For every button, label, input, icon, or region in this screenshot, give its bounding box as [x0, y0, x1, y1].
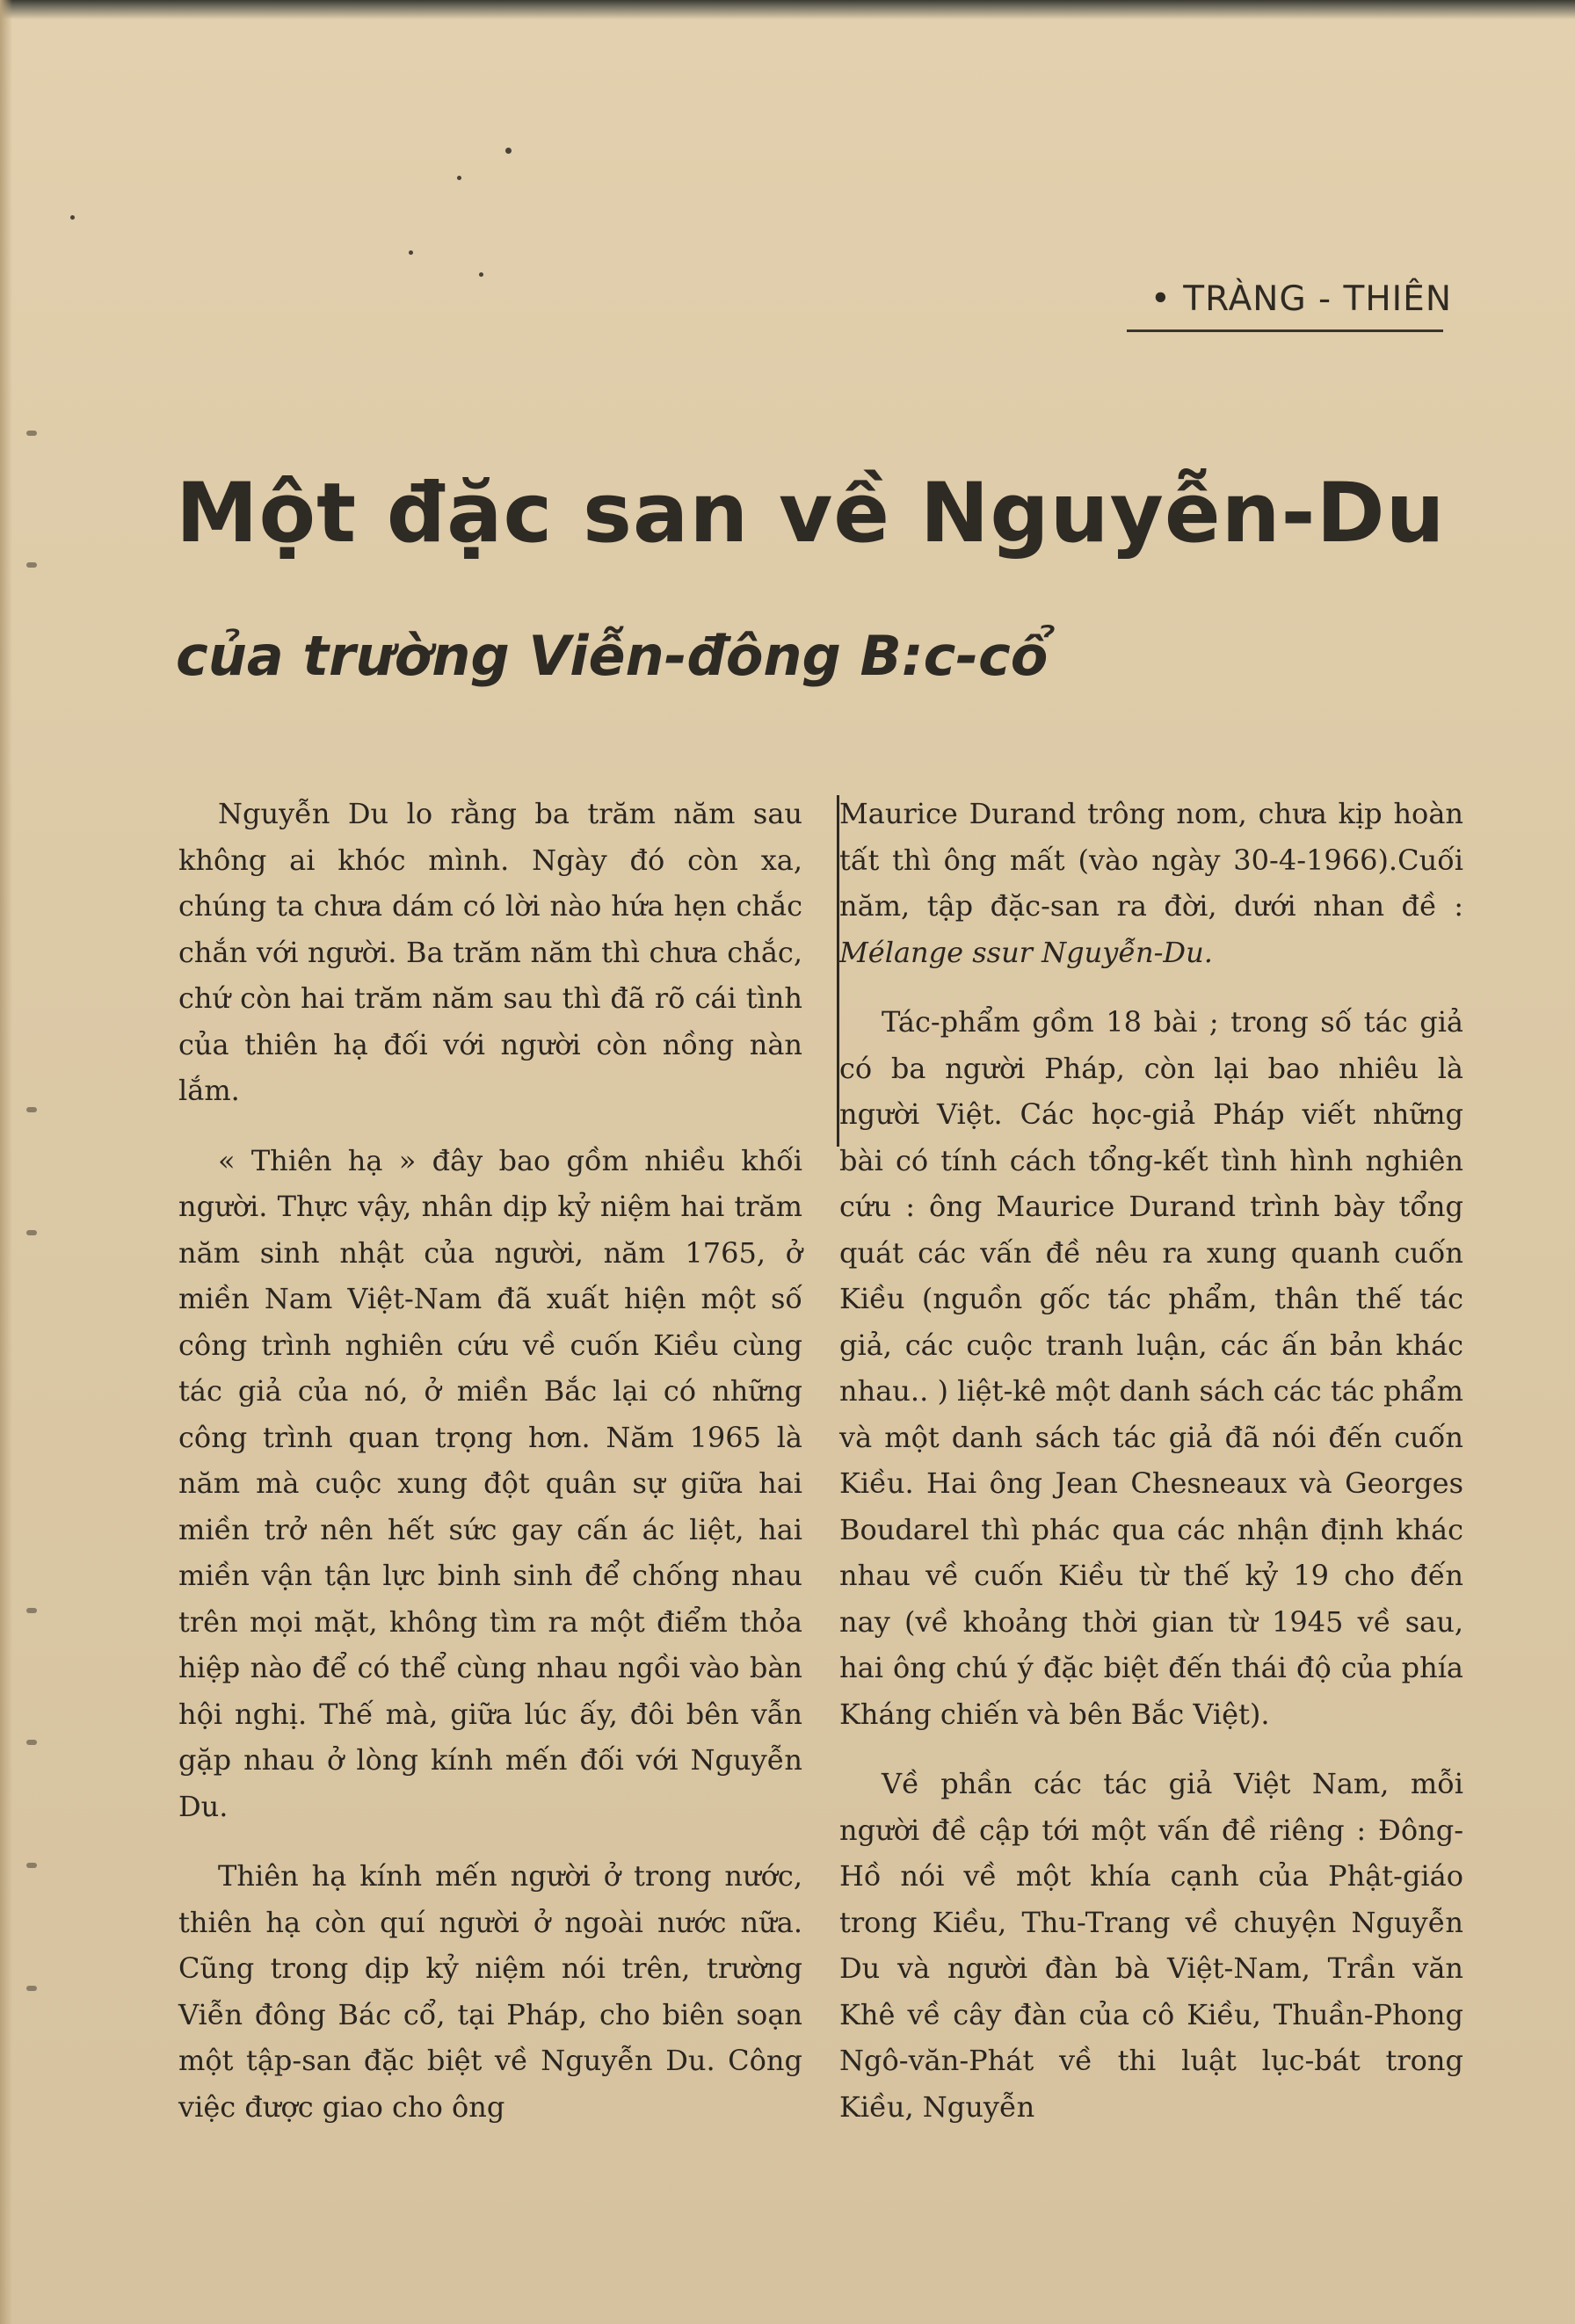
article-title: Một đặc san về Nguyễn-Du — [176, 466, 1446, 561]
paragraph — [839, 791, 1463, 975]
binding-mark — [26, 1230, 37, 1235]
binding-mark — [26, 1107, 37, 1112]
binding-mark — [26, 431, 37, 436]
right-column — [839, 791, 1463, 2154]
paper-speck — [70, 215, 75, 220]
paper-speck — [409, 250, 413, 255]
paragraph: Về phần các tác giả Việt Nam, mỗi người đề cập tới một vấn đề riêng : Đông-Hồ nói về một khía cạnh của Phật-giáo trong Kiều, Thu-Trang về chuyện Nguyễn Du và người đàn bà Việt-Nam, Trần văn Khê về cây đàn của cô Kiều, Thuần-Phong Ngô-văn-Phát về thi luật lục-bát trong Kiều, Nguyễn — [839, 1767, 1463, 2124]
binding-mark — [26, 1986, 37, 1991]
binding-mark — [26, 562, 37, 568]
article-author: • TRÀNG - THIÊN — [1150, 279, 1452, 319]
article-subtitle: của trường Viễn-đông B:c-cổ — [176, 624, 1049, 688]
binding-mark — [26, 1608, 37, 1613]
page-top-edge — [0, 0, 1575, 19]
paper-speck — [505, 148, 512, 154]
paragraph: Thiên hạ kính mến người ở trong nước, thiên hạ còn quí người ở ngoài nước nữa. Cũng trong dịp kỷ niệm nói trên, trường Viễn đông Bác cổ, tại Pháp, cho biên soạn một tập-san đặc biệt về Nguyễn Du. Công việc được giao cho ông — [178, 1859, 802, 2124]
paper-speck — [479, 272, 483, 277]
publication-title: Mélange ssur Nguyễn-Du. — [839, 935, 1213, 969]
author-underline — [1127, 329, 1443, 332]
paragraph-text: Maurice Durand trông nom, chưa kịp hoàn tất thì ông mất (vào ngày 30-4-1966).Cuối năm, tập đặc-san ra đời, dưới nhan đề : — [839, 797, 1463, 923]
paragraph: « Thiên hạ » đây bao gồm nhiều khối người. Thực vậy, nhân dịp kỷ niệm hai trăm năm sinh nhật của người, năm 1765, ở miền Nam Việt-Nam đã xuất hiện một số công trình nghiên cứu về cuốn Kiều cùng tác giả của nó, ở miền Bắc lại có những công trình quan trọng hơn. Năm 1965 là năm mà cuộc xung đột quân sự giữa hai miền trở nên hết sức gay cấn ác liệt, hai miền vận tận lực binh sinh để chống nhau trên mọi mặt, không tìm ra một điểm thỏa hiệp nào để có thể cùng nhau ngồi vào bàn hội nghị. Thế mà, giữa lúc ấy, đôi bên vẫn gặp nhau ở lòng kính mến đối với Nguyễn Du. — [178, 1143, 802, 1823]
paragraph: Nguyễn Du lo rằng ba trăm năm sau không ai khóc mình. Ngày đó còn xa, chúng ta chưa dám có lời nào hứa hẹn chắc chắn với người. Ba trăm năm thì chưa chắc, chứ còn hai trăm năm sau thì đã rõ cái tình của thiên hạ đối với người còn nồng nàn lắm. — [178, 797, 802, 1107]
paragraph: Tác-phẩm gồm 18 bài ; trong số tác giả có ba người Pháp, còn lại bao nhiêu là người Việt. Các học-giả Pháp viết những bài có tính cách tổng-kết tình hình nghiên cứu : ông Maurice Durand trình bày tổng quát các vấn đề nêu ra xung quanh cuốn Kiều (nguồn gốc tác phẩm, thân thế tác giả, các cuộc tranh luận, các ấn bản khác nhau.. ) liệt-kê một danh sách các tác phẩm và một danh sách tác giả đã nói đến cuốn Kiều. Hai ông Jean Chesneaux và Georges Boudarel thì phác qua các nhận định khác nhau về cuốn Kiều từ thế kỷ 19 cho đến nay (về khoảng thời gian từ 1945 về sau, hai ông chú ý đặc biệt đến thái độ của phía Kháng chiến và bên Bắc Việt). — [839, 1005, 1463, 1731]
paper-speck — [457, 176, 461, 180]
left-column — [178, 791, 802, 2154]
binding-mark — [26, 1740, 37, 1745]
binding-mark — [26, 1863, 37, 1868]
page-left-edge — [0, 0, 12, 2324]
